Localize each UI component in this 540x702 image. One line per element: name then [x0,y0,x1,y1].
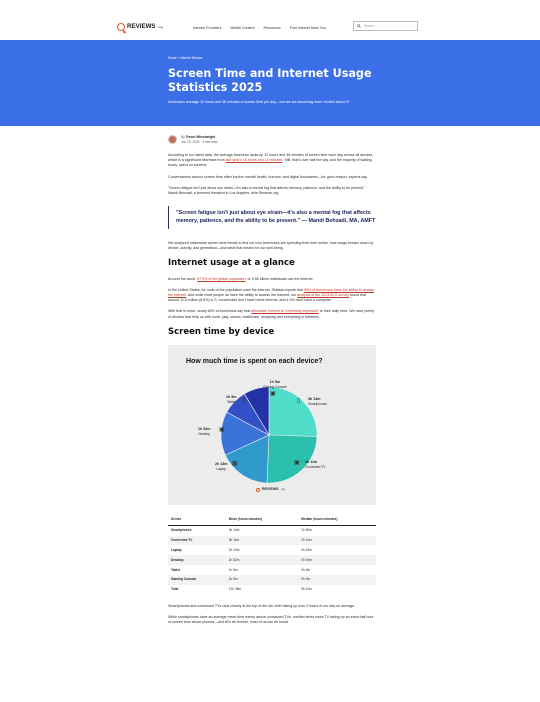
page-title: Screen Time and Internet Usage Statistics 2025 [168,67,372,94]
label-desktop: 1h 52m Desktop [198,427,211,436]
label-smartphones: 3h 14m Smartphones [308,397,327,406]
table-header: Device [168,514,226,525]
article-body [168,135,376,631]
heading-internet-usage: Internet usage at a glance [168,258,295,269]
table-cell: 0h 0m [301,567,311,572]
table-cell: Connected TV [168,536,226,546]
table-cell: 2h 10m [298,536,376,546]
intro-paragraph-1: According to our latest data, the average American racks up 12 hours and 36 minutes of screen time each day across all devices, which is a significant decrease from last year's 16 hours and 10 minutes. Still, that's over half the day, and the majority of waking hours, spent on screens. [168,153,374,168]
device-infographic [168,345,376,505]
publish-date: Jun 15, 2025 [181,139,200,144]
author-byline: By Trevor Wheelwright Jun 15, 2025 · 4 min read [168,135,376,144]
link-americans-access[interactable]: 95% of Americans have the ability to access the internet [168,287,374,297]
table-header: Mean (hours:minutes) [226,514,298,525]
author-avatar [168,135,177,144]
link-acs-survey[interactable]: analysis of the 2023 ACS survey [297,292,350,297]
heading-screen-time-device: Screen time by device [168,326,275,337]
intro-paragraph-4: We analyzed nationwide screen time trends to find out how Americans are spending their time online, how usage breaks down by device, activity, and generation—and what that means for our well-being. [168,240,374,251]
site-header [0,0,540,40]
author-by: By [181,135,185,140]
search-input[interactable] [353,21,418,31]
hero-banner [0,40,540,126]
nav-mobile-content[interactable]: Mobile Content [230,26,255,30]
usage-paragraph-1: Around the world, 67.9% of the global population, or 5.56 billion individuals use the internet. [168,276,314,281]
table-cell: Total [171,587,179,592]
table-cell: Gaming Console [168,575,226,585]
infographic-logo: REVIEWS .org [256,487,285,492]
tv-icon: ▣ [294,460,300,467]
table-cell: 1h 5m [228,567,238,572]
intro-paragraph-3: "Screen fatigue isn't just about eye strain—it's also a mental fog that affects memory, patience, and the ability to be present," Mandi Behzadi, a licensed therapist in Los Angeles, tells Reviews.org. [168,185,366,196]
breadcrumb[interactable]: Home > Internet Service [168,56,203,60]
nav-internet-providers[interactable]: Internet Providers [193,26,222,30]
table-cell: Laptop [171,547,182,552]
table-cell: Tablet [171,567,181,572]
main-nav [193,26,326,31]
smartphone-icon: ▯ [297,398,301,405]
read-time: 4 min read [202,139,218,144]
table-cell: 1h 50m [301,528,312,533]
device-table [168,514,376,594]
device-pie-chart [168,345,376,505]
page-subtitle: Americans average 12 hours and 36 minutes of screen time per day—but are we becoming more mindful about it? [168,100,350,104]
label-connected-tv: 3h 11m Connected TV [305,460,326,469]
nav-resources[interactable]: Resources [263,26,281,30]
search-icon [357,24,361,28]
table-cell: 12h 36m [228,587,242,592]
table-cell: Smartphones [171,528,192,533]
table-header: Median (hours:minutes) [298,514,376,525]
table-cell: 3h 14m [228,528,240,533]
table-row [168,536,376,546]
label-tablet: 1h 5m Tablet [226,395,237,404]
infographic-title: How much time is spent on each device? [186,358,323,366]
logo-q-icon [117,23,125,31]
outro-paragraph-2: While smartphones have an average mean time barely above connected TVs, median times show TV taking up an extra half hour of screen time above phones—and let's be honest, most of us can be found [168,614,374,624]
pie-slice-smartphones [269,387,317,437]
link-last-year[interactable]: last year's 16 hours and 10 minutes [225,158,283,163]
desktop-icon: ▣ [219,427,225,434]
intro-paragraph-2: Conversations around screen time often involve mental health, burnout, and digital boundaries—for good reason, experts say. [168,174,368,179]
usage-paragraph-3: With that in mind, nearly 48% of Americans say that affordable internet is "extremely important" to their daily lives. We have plenty of devices that help us with work, play, school, healthcare, shopping and everything in between. [168,309,374,319]
gamepad-icon: ▣ [270,391,276,398]
search-placeholder: Search [364,23,375,28]
outro-paragraph-1: Smartphones and connected TVs rank closely at the top of the list, both taking up over 3 hours of our day on average. [168,603,356,608]
laptop-icon: ▩ [232,461,238,468]
table-row [168,575,376,585]
table-cell: 5h 10m [301,587,312,592]
table-cell: 1h 52m [226,555,298,565]
logo-suffix: .org [157,25,163,30]
table-cell: Desktop [168,555,226,565]
tablet-icon: ▯ [242,397,246,404]
logo-text: REVIEWS [127,23,156,30]
author-name[interactable]: Trevor Wheelwright [185,135,216,140]
site-logo[interactable] [117,23,163,32]
link-global-population[interactable]: 67.9% of the global population [197,276,246,281]
logo-q-icon [256,488,260,492]
label-gaming-console: 1h 5m Gaming Console [263,380,287,389]
table-cell: 0h 51m [301,547,312,552]
table-cell: 0h 0m [298,575,376,585]
table-row [168,555,376,565]
pull-quote: "Screen fatigue isn't just about eye strain—it's also a mental fog that affects memory, patience, and the ability to be present." — Mandi Behzadi, MA, AMFT [168,206,376,229]
nav-find-internet[interactable]: Find Internet Near You [289,26,326,30]
table-row [168,565,376,575]
pie-slice-connected-tv [267,435,317,483]
link-affordable-internet[interactable]: affordable internet is "extremely important" [251,309,319,314]
usage-paragraph-2: In the United States, for most of the population uses the internet. Statista reports that 95% of Americans have the ability to access the internet. And while most people do have the ability to access the internet, our analysis of the 2023 ACS survey found that around 11.5 million (8.8%) U.S. households don't have home internet, and 4.3% don't have a computer. [168,287,374,303]
table-cell: 2h 13m [228,547,240,552]
table-row [168,545,376,555]
table-cell: 3h 11m [226,536,298,546]
table-row [168,525,376,535]
label-laptop: 2h 13m Laptop [215,462,228,471]
table-cell: 0h 19m [298,555,376,565]
table-row [168,585,376,595]
table-cell: 1h 5m [226,575,298,585]
